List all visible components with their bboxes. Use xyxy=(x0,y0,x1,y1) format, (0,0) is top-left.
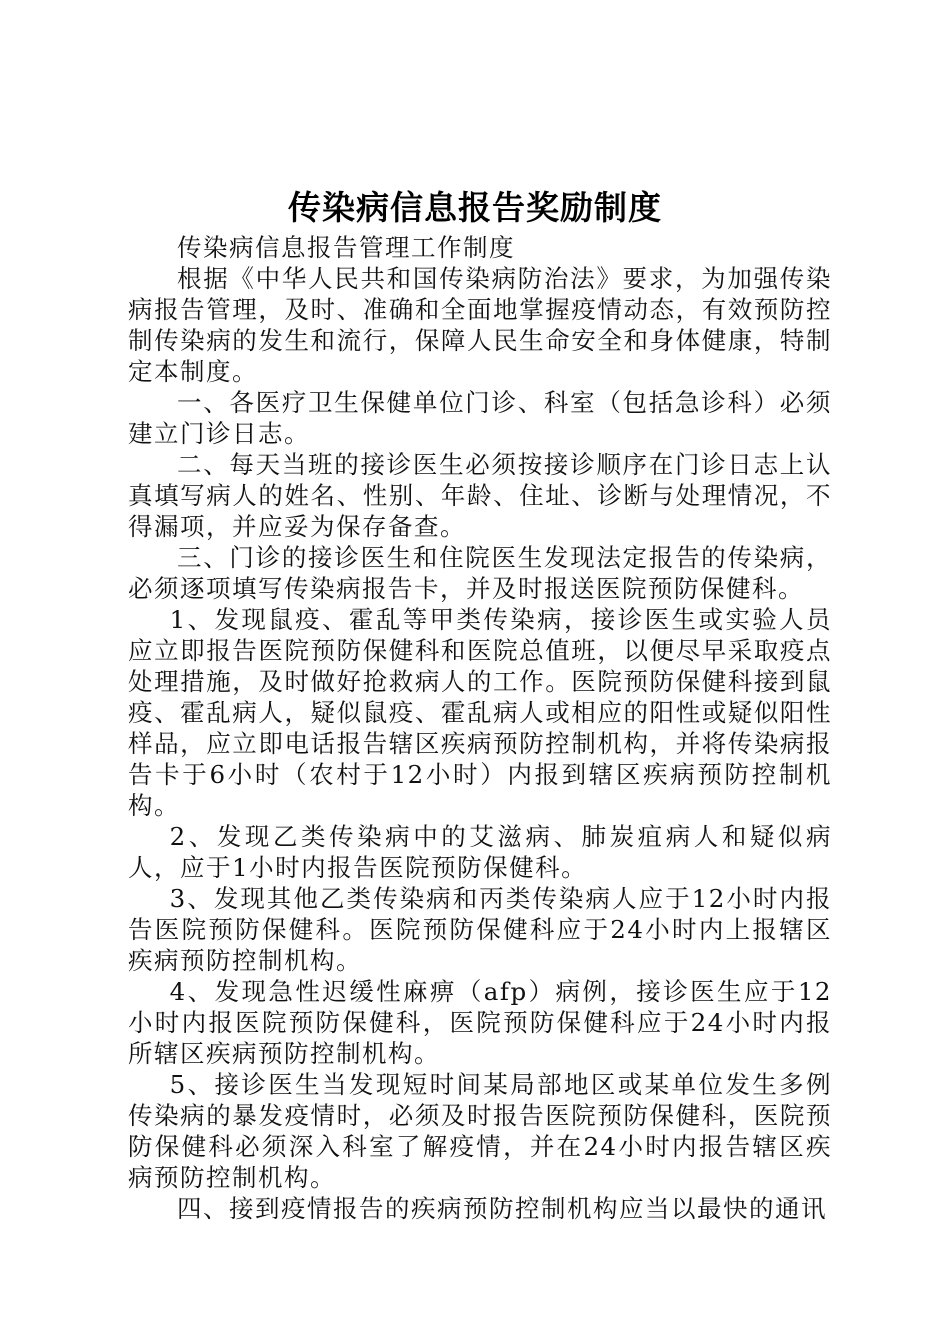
paragraph-subitem-2: 2、发现乙类传染病中的艾滋病、肺炭疽病人和疑似病人，应于1小时内报告医院预防保健科。 xyxy=(128,822,832,882)
paragraph-intro: 根据《中华人民共和国传染病防治法》要求，为加强传染病报告管理，及时、准确和全面地掌握疫情动态，有效预防控制传染病的发生和流行，保障人民生命安全和身体健康，特制定本制度。 xyxy=(128,264,832,386)
paragraph-subitem-4: 4、发现急性迟缓性麻痹（afp）病例，接诊医生应于12小时内报医院预防保健科，医院预防保健科应于24小时内报所辖区疾病预防控制机构。 xyxy=(128,977,832,1068)
paragraph-item-3: 三、门诊的接诊医生和住院医生发现法定报告的传染病，必须逐项填写传染病报告卡，并及时报送医院预防保健科。 xyxy=(128,543,832,603)
paragraph-item-2: 二、每天当班的接诊医生必须按接诊顺序在门诊日志上认真填写病人的姓名、性别、年龄、住址、诊断与处理情况，不得漏项，并应妥为保存备查。 xyxy=(128,450,832,541)
paragraph-subitem-5: 5、接诊医生当发现短时间某局部地区或某单位发生多例传染病的暴发疫情时，必须及时报告医院预防保健科，医院预防保健科必须深入科室了解疫情，并在24小时内报告辖区疾病预防控制机构。 xyxy=(128,1070,832,1192)
paragraph-item-1: 一、各医疗卫生保健单位门诊、科室（包括急诊科）必须建立门诊日志。 xyxy=(128,388,832,448)
paragraph-subitem-1: 1、发现鼠疫、霍乱等甲类传染病，接诊医生或实验人员应立即报告医院预防保健科和医院总值班，以便尽早采取疫点处理措施，及时做好抢救病人的工作。医院预防保健科接到鼠疫、霍乱病人，疑似鼠疫、霍乱病人或相应的阳性或疑似阳性样品，应立即电话报告辖区疾病预防控制机构，并将传染病报告卡于6小时（农村于12小时）内报到辖区疾病预防控制机构。 xyxy=(128,605,832,820)
document-body xyxy=(128,232,832,1224)
paragraph-item-4: 四、接到疫情报告的疾病预防控制机构应当以最快的通讯 xyxy=(177,1194,827,1223)
document-title: 传染病信息报告奖励制度 xyxy=(288,188,662,227)
paragraph-subtitle: 传染病信息报告管理工作制度 xyxy=(177,233,515,262)
paragraph-subitem-3: 3、发现其他乙类传染病和丙类传染病人应于12小时内报告医院预防保健科。医院预防保健科应于24小时内上报辖区疾病预防控制机构。 xyxy=(128,884,832,975)
